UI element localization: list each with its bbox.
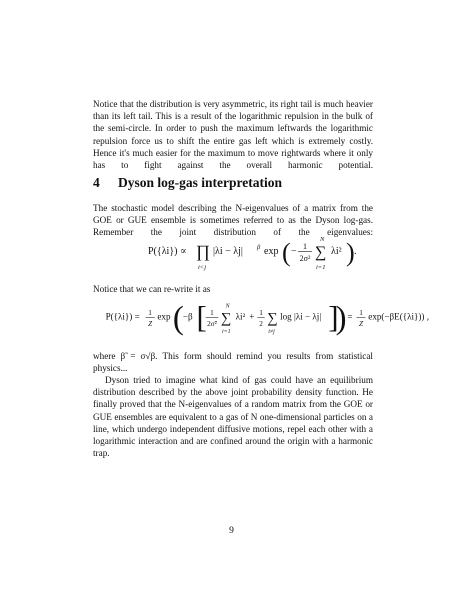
eq2-frac4-numerator: 1 (359, 309, 363, 317)
eq1-beta-exponent: β (257, 244, 261, 251)
paragraph-stochastic-model: The stochastic model describing the N-eigenvalues of a matrix from the GOE or GUE ensemble is sometimes referred to as the Dyson log-gas. Remember the joint distribution of the eigenvalues: (93, 203, 373, 238)
eq1-sum-operator: ∑ (315, 244, 327, 261)
paragraph-asymmetry: Notice that the distribution is very asymmetric, its right tail is much heavier than its left tail. This is a result of the logarithmic repulsion in the bulk of the semi-circle. In order to push the maximum leftwards the logarithmic repulsion force us to shift the entire gas left which is extremely costly. Hence it's much easier for the maximum to move rightwards where it only has to fight against the overall harmonic potential. (93, 99, 373, 171)
eq1-lhs: P({λi}) ∝ (148, 246, 187, 257)
eq1-right-paren: ) (346, 238, 355, 267)
eq1-period: . (354, 246, 357, 257)
eq2-frac2-denominator: 2σ̃² (207, 319, 217, 328)
eq2-frac3-numerator: 1 (259, 309, 263, 317)
eq1-fraction-numerator: 1 (303, 242, 307, 251)
section-heading (93, 175, 282, 191)
eq2-sum-operator: ∑ (221, 310, 232, 327)
equation-boltzmann-form (0, 295, 463, 345)
eq2-frac3-denominator: 2 (259, 319, 263, 328)
eq2-lambda-squared: λi² (235, 311, 246, 322)
paragraph-rewrite: Notice that we can re-write it as (93, 284, 211, 294)
eq2-frac4-denominator: Z (359, 319, 364, 328)
eq2-frac1-denominator: Z (148, 319, 153, 328)
eq2-lhs: P({λi}) = (105, 311, 140, 322)
section-number: 4 (93, 175, 100, 190)
eq2-sum2-subscript: i≠j (268, 329, 275, 336)
eq2-equals: = (347, 311, 353, 322)
eq1-lambda-squared: λi² (331, 246, 342, 257)
eq1-sum-subscript: i=1 (316, 264, 326, 271)
paragraph-dyson-gas: Dyson tried to imagine what kind of gas could have an equilibrium distribution described by the above joint probability density function. He finally proved that the N-eigenvalues of a random matrix from the GOE or GUE ensembles are equivalent to a gas of N one-dimensional particles on a line, which undergo independent diffusive motions, repel each other with a logarithmic interaction and are confined around the origin with a harmonic trap. (93, 375, 373, 459)
eq2-plus: + (249, 311, 255, 322)
eq1-fraction-denominator: 2σ² (299, 254, 311, 263)
eq1-minus: − (291, 246, 297, 257)
eq1-sum-superscript: N (320, 236, 325, 243)
eq2-sum-superscript: N (225, 303, 230, 310)
equation-joint-distribution (0, 232, 463, 282)
eq2-left-bracket: [ (196, 299, 207, 335)
eq2-sum2-operator: ∑ (267, 310, 278, 327)
eq2-frac1-numerator: 1 (148, 309, 152, 317)
eq1-abs-term: |λi − λj| (213, 246, 243, 257)
eq2-minus-beta: −β (182, 311, 193, 322)
eq1-exp-word: exp (264, 246, 279, 257)
eq2-outer-left-paren: ( (172, 300, 184, 337)
eq2-log-term: log |λi − λj| (280, 311, 322, 322)
page-number: 9 (229, 526, 234, 536)
eq2-frac2-numerator: 1 (210, 309, 214, 317)
eq2-sum-subscript: i=1 (221, 329, 231, 336)
eq1-product-operator: ∏ (196, 242, 210, 261)
section-title: Dyson log-gas interpretation (118, 175, 282, 190)
paragraph-statistical-physics: where β̃ = σ√β. This form should remind you results from statistical physics... (93, 351, 373, 374)
eq1-left-paren: ( (282, 238, 291, 267)
eq1-product-subscript: i<j (198, 264, 206, 271)
eq2-outer-right-paren: ) (335, 300, 347, 337)
eq2-right-bracket: ] (328, 299, 339, 335)
eq2-rhs: exp(−βE({λi})) , (368, 311, 429, 322)
eq2-exp-word: exp (157, 311, 171, 322)
